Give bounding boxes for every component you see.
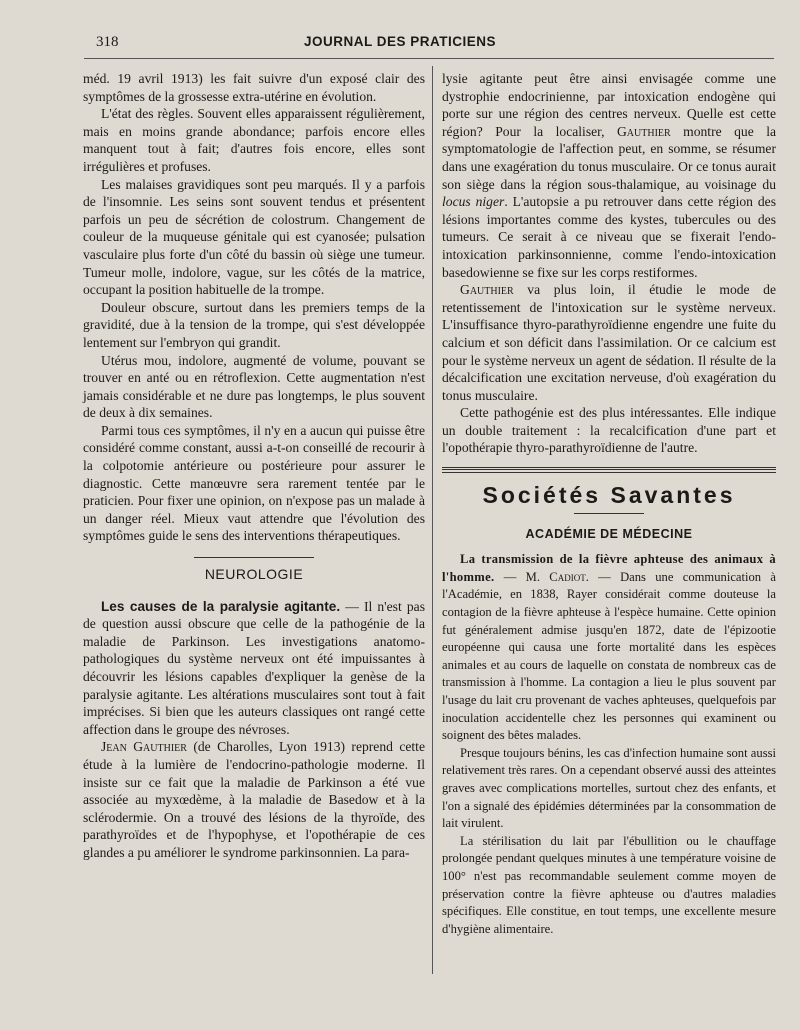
author-name: Gauthier: [460, 282, 514, 298]
paragraph: Presque toujours bénins, les cas d'infection humaine sont aussi relativement très rares. On a cependant observé aussi des atteintes graves avec complications mortelles, surtout chez des enfants, et l'on a signalé des épidémies déterminées par la consommation de lait virulent.: [442, 745, 776, 831]
section-rule: [194, 557, 314, 558]
paragraph: Cette pathogénie est des plus intéressantes. Elle indique un double traitement : la recalcification d'une part et l'opothérapie thyro-parathyroïdienne de l'autre.: [442, 405, 776, 456]
paragraph: Utérus mou, indolore, augmenté de volume, pouvant se trouver en anté ou en rétroflexion. Cette augmentation n'est jamais considérable et ne dure pas longtemps, le plus souvent de deux à dix semaines.: [83, 352, 425, 421]
article-text: (de Charolles, Lyon 1913) reprend cette étude à la lumière de l'endocrino-pathologie moderne. Il insiste sur ce fait que la maladie de Parkinson a été vue associée au myxœdème, à la maladie de Basedow et à la sclérodermie. On a trouvé des lésions de la thyroïde, des parathyroïdes et de l'hypophyse, et l'opothérapie de ces glandes a pu améliorer le syndrome parkinsonnien. La para-: [83, 739, 425, 860]
running-title: JOURNAL DES PRATICIENS: [303, 34, 497, 49]
author-name: Gauthier: [616, 123, 671, 139]
subsection-heading: ACADÉMIE DE MÉDECINE: [525, 526, 693, 541]
article-text: — M.: [494, 569, 550, 584]
author-name: Cadiot: [549, 569, 586, 584]
article-lead: Les causes de la paralysie agitante.: [101, 598, 341, 614]
paragraph: [83, 598, 425, 739]
header-rule: [84, 58, 774, 59]
section-double-rule: [442, 467, 776, 473]
section-heading-block: [83, 557, 425, 584]
article-text: — Il n'est pas de question aussi obscure que celle de la pathogénie de la maladie de Parkinson. Les investigations anatomo-pathologiques du système nerveux ont été impuissantes à découvrir les lésions capables d'expliquer la genèse de la paralysie agitante. Les altérations musculaires sont tout à fait imprécises. Si bien que les auteurs classiques ont rangé cette affection dans le groupe des névroses.: [83, 598, 425, 737]
article-text: . — Dans une communication à l'Académie, en 1838, Rayer considérait comme douteuse la contagion de la fièvre aphteuse à l'espèce humaine. Cette opinion fut généralement admise jusqu'en 1872, date de l'épizootie européenne qui causa une forte mortalité dans les espèces animales et au cours de laquelle on constata de nombreux cas de transmission à l'homme. La contagion a lieu le plus souvent par l'usage du lait cru provenant de vaches aphteuses, quelquefois par inoculation accidentelle chez les personnes qui examinent ou soignent des bêtes malades.: [442, 569, 776, 743]
paragraph: Douleur obscure, surtout dans les premiers temps de la gravidité, due à la tension de la trompe, qui s'est développée lentement sur l'embryon qui grandit.: [83, 299, 425, 350]
paragraph: [83, 738, 425, 861]
page-number: 318: [96, 34, 119, 50]
left-column: [83, 70, 425, 862]
article-text: montre que la symptomatologie de l'affection peut, en somme, se résumer dans une exagération du tonus musculaire. Or ce tonus aurait son siège dans la région sous-thalamique, au voisinage du: [442, 123, 776, 192]
section-rule: [574, 513, 644, 514]
article-text: va plus loin, il étudie le mode de retentissement de l'intoxication sur le système nerveux. L'insuffisance thyro-parathyroïdienne engendre une fuite du calcium et son déficit dans l'assimilation. Or ce calcium est pour le système nerveux un agent de sédation. Il résulte de la décalcification une excitation nerveuse, d'où exagération du tonus musculaire.: [442, 282, 776, 403]
article-text: lysie agitante peut être ainsi envisagée comme une dystrophie endocrinienne, par intoxication endogène qui porte sur une région des centres nerveux. Quelle est cette région? Pour la localiser,: [442, 71, 776, 139]
column-divider: [432, 66, 433, 974]
paragraph: [442, 70, 776, 281]
paragraph: méd. 19 avril 1913) les fait suivre d'un exposé clair des symptômes de la grossesse extra-utérine en évolution.: [83, 71, 425, 104]
article-text: . L'autopsie a pu retrouver dans cette région des lésions importantes comme des kystes, tubercules ou des tumeurs. Ce serait à ce niveau que se fixerait l'endo-intoxication parkinsonnienne, comme l'endo-intoxication basedowienne se fixe sur les corps restiformes.: [442, 194, 776, 280]
article-lead: La transmission de la fièvre aphteuse des animaux à l'homme.: [442, 552, 776, 584]
page-header: [0, 34, 800, 56]
paragraph: [442, 281, 776, 404]
paragraph: Les malaises gravidiques sont peu marqués. Il y a parfois de l'insomnie. Les seins sont souvent tendus et présentent parfois un peu de sécrétion de colostrum. Changement de couleur de la muqueuse génitale qui est cyanosée; pulsation vasculaire plus forte d'un côté du bassin où siège une tumeur. Tumeur molle, indolore, vague, sur les côtés de la matrice, occupant la position habituelle de la trompe.: [83, 176, 425, 298]
paragraph: L'état des règles. Souvent elles apparaissent régulièrement, mais en moins grande abondance; parfois encore elles manquent tout à fait; d'autres fois encore, elles sont irrégulières et profuses.: [83, 106, 425, 174]
italic-term: locus niger: [442, 194, 505, 210]
paragraph: [442, 551, 776, 745]
section-title: Sociétés Savantes: [482, 482, 736, 509]
author-name: Jean Gauthier: [101, 739, 187, 755]
section-heading: NEUROLOGIE: [204, 566, 304, 583]
paragraph: Parmi tous ces symptômes, il n'y en a aucun qui puisse être considéré comme constant, aussi a-t-on conseillé de recourir à la colpotomie antérieure ou postérieure pour assurer le diagnostic. Cette manœuvre sera rarement tentée par le praticien. Pour fixer une opinion, on n'expose pas un malade à un danger réel. Mieux vaut attendre que l'évolution des symptômes guide le sens des interventions thérapeutiques.: [83, 422, 425, 544]
paragraph: La stérilisation du lait par l'ébullition ou le chauffage prolongée pendant quelques minutes à une température voisine de 100° n'est pas recommandable seulement comme moyen de préservation contre la fièvre aphteuse ou d'autres maladies spécifiques. Elle constitue, en tout temps, une excellente mesure d'hygiène alimentaire.: [442, 833, 776, 936]
right-column: [442, 70, 776, 938]
